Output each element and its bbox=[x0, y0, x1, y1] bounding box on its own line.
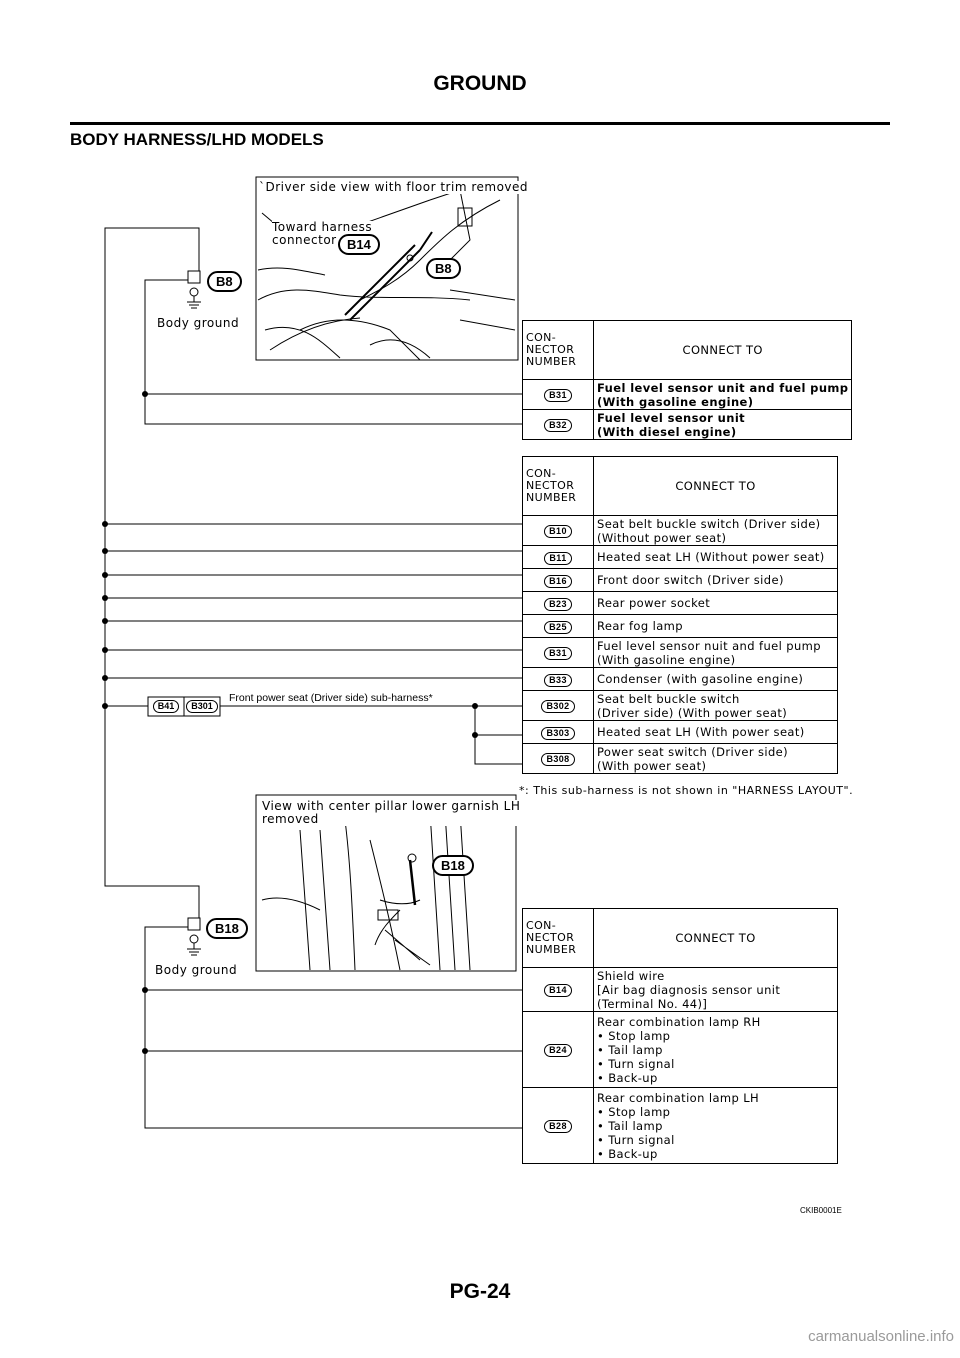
inset-b14-pill: B14 bbox=[338, 234, 380, 255]
connector-pill: B33 bbox=[544, 674, 572, 687]
connect-to-cell: Fuel level sensor nuit and fuel pump (With gasoline engine) bbox=[594, 638, 838, 668]
main-trunk-wire bbox=[105, 228, 199, 918]
connector-table-1 bbox=[522, 320, 852, 440]
table-row bbox=[523, 691, 838, 721]
connector-pill: B308 bbox=[541, 753, 574, 766]
connector-pill: B11 bbox=[544, 552, 571, 565]
col-header-connect-to: CONNECT TO bbox=[594, 909, 838, 968]
page-number: PG-24 bbox=[449, 1280, 511, 1303]
junction-dot bbox=[102, 572, 108, 578]
connect-to-cell: Rear power socket bbox=[594, 592, 838, 615]
col-header-connect-to: CONNECT TO bbox=[594, 457, 838, 516]
junction-dot bbox=[102, 595, 108, 601]
watermark: carmanualsonline.info bbox=[808, 1328, 954, 1345]
connector-table-2 bbox=[522, 456, 838, 774]
ground-b8-pill: B8 bbox=[207, 271, 242, 292]
connect-to-cell: Rear combination lamp LH • Stop lamp • Tail lamp • Turn signal • Back-up bbox=[594, 1088, 838, 1164]
junction-dot bbox=[102, 618, 108, 624]
inset-b18-caption: View with center pillar lower garnish LH removed bbox=[262, 799, 521, 826]
table-row bbox=[523, 1088, 838, 1164]
junction-dot bbox=[102, 675, 108, 681]
section-title: BODY HARNESS/LHD MODELS bbox=[70, 130, 324, 149]
connect-to-cell: Condenser (with gasoline engine) bbox=[594, 668, 838, 691]
junction-dot bbox=[102, 548, 108, 554]
inset-b8-caption: `Driver side view with floor trim removed bbox=[259, 180, 529, 194]
subharness-b41-pill: B41 bbox=[153, 700, 180, 713]
table-row bbox=[523, 569, 838, 592]
page-title: GROUND bbox=[433, 72, 527, 95]
table-row bbox=[523, 968, 838, 1012]
inset-b18-pill: B18 bbox=[432, 855, 474, 876]
ground-b18-label: Body ground bbox=[155, 963, 238, 977]
connector-pill: B302 bbox=[541, 700, 574, 713]
table-row bbox=[523, 546, 838, 569]
connect-to-cell: Heated seat LH (With power seat) bbox=[594, 721, 838, 744]
junction-dot bbox=[472, 732, 478, 738]
connect-to-cell: Fuel level sensor unit (With diesel engine) bbox=[594, 410, 852, 440]
junction-dot bbox=[142, 1048, 148, 1054]
inset-b8-pill: B8 bbox=[426, 258, 461, 279]
connect-to-cell: Shield wire [Air bag diagnosis sensor unit (Terminal No. 44)] bbox=[594, 968, 838, 1012]
figure-code: CKIB0001E bbox=[800, 1206, 842, 1215]
table-row bbox=[523, 410, 852, 440]
connector-pill: B31 bbox=[544, 389, 572, 402]
junction-dot bbox=[102, 703, 108, 709]
col-header-connector: CON- NECTOR NUMBER bbox=[523, 457, 594, 516]
connect-to-cell: Fuel level sensor unit and fuel pump (With gasoline engine) bbox=[594, 380, 852, 410]
table-row bbox=[523, 638, 838, 668]
ground-symbol-b8-icon bbox=[187, 271, 201, 308]
connect-to-cell: Heated seat LH (Without power seat) bbox=[594, 546, 838, 569]
junction-dot bbox=[102, 521, 108, 527]
junction-dot bbox=[102, 647, 108, 653]
connector-pill: B32 bbox=[544, 419, 572, 432]
col-header-connector: CON- NECTOR NUMBER bbox=[523, 321, 594, 380]
ground-b8-label: Body ground bbox=[157, 316, 240, 330]
subharness-b301-pill: B301 bbox=[186, 700, 218, 713]
inset-b8-toward-label: Toward harness connector bbox=[272, 220, 373, 247]
connector-pill: B303 bbox=[541, 727, 574, 740]
connect-to-cell: Rear fog lamp bbox=[594, 615, 838, 638]
connector-table-3 bbox=[522, 908, 838, 1164]
junction-dot bbox=[142, 987, 148, 993]
table-row bbox=[523, 668, 838, 691]
table-row bbox=[523, 1012, 838, 1088]
connector-pill: B10 bbox=[544, 525, 572, 538]
table-row bbox=[523, 615, 838, 638]
connector-pill: B31 bbox=[544, 647, 572, 660]
connect-to-cell: Power seat switch (Driver side) (With power seat) bbox=[594, 744, 838, 774]
table-row bbox=[523, 380, 852, 410]
subharness-b41 bbox=[148, 697, 184, 716]
connector-pill: B23 bbox=[544, 598, 572, 611]
connect-to-cell: Seat belt buckle switch (Driver side) (Without power seat) bbox=[594, 516, 838, 546]
connect-to-cell: Front door switch (Driver side) bbox=[594, 569, 838, 592]
connector-pill: B14 bbox=[544, 984, 572, 997]
connector-pill: B16 bbox=[544, 575, 572, 588]
table-row bbox=[523, 516, 838, 546]
ground-symbol-b18-icon bbox=[187, 918, 201, 955]
subharness-label: Front power seat (Driver side) sub-harness* bbox=[229, 692, 433, 704]
connect-to-cell: Rear combination lamp RH • Stop lamp • Tail lamp • Turn signal • Back-up bbox=[594, 1012, 838, 1088]
connector-pill: B24 bbox=[544, 1044, 572, 1057]
inset-driver-side-illustration bbox=[256, 177, 518, 360]
table-row bbox=[523, 744, 838, 774]
table-row bbox=[523, 721, 838, 744]
junction-dot bbox=[142, 391, 148, 397]
col-header-connect-to: CONNECT TO bbox=[594, 321, 852, 380]
connector-pill: B25 bbox=[544, 621, 572, 634]
junction-dot bbox=[472, 703, 478, 709]
ground-b18-pill: B18 bbox=[206, 918, 248, 939]
connect-to-cell: Seat belt buckle switch (Driver side) (With power seat) bbox=[594, 691, 838, 721]
subharness-footnote: *: This sub-harness is not shown in "HARNESS LAYOUT". bbox=[519, 784, 854, 797]
connector-pill: B28 bbox=[544, 1120, 572, 1133]
subharness-b301 bbox=[184, 697, 220, 716]
col-header-connector: CON- NECTOR NUMBER bbox=[523, 909, 594, 968]
table-row bbox=[523, 592, 838, 615]
